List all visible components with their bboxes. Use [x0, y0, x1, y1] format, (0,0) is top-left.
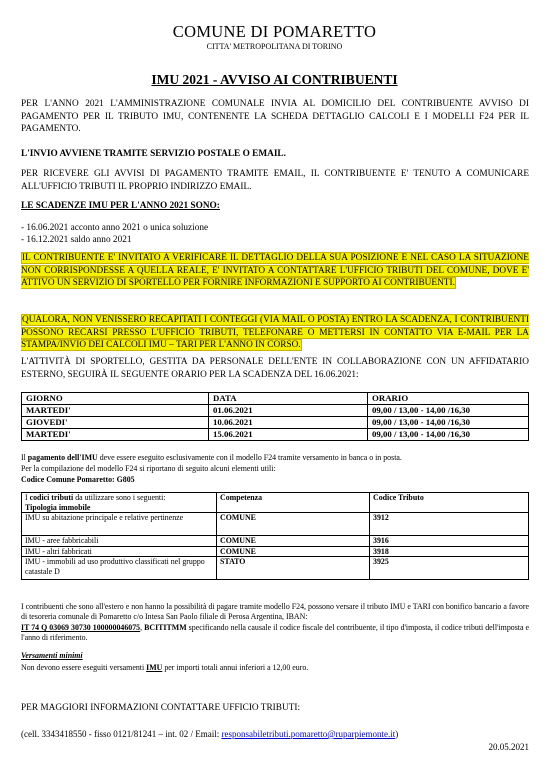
minimi-bold: IMU — [146, 663, 163, 672]
code-cell: 3912 — [370, 513, 529, 536]
hours-cell: 09,00 / 13,00 - 14,00 /16,30 — [368, 417, 529, 429]
date-cell: 10.06.2021 — [209, 417, 368, 429]
type-cell: IMU - immobili ad uso produttivo classificati nel gruppo catastale D — [22, 557, 217, 580]
type-cell: IMU - aree fabbricabili — [22, 536, 217, 547]
f24-note: Per la compilazione del modello F24 si riportano di seguito alcuni elementi utili: — [21, 464, 276, 473]
type-cell: IMU su abitazione principale e relative pertinenze — [22, 513, 217, 536]
intro-text: I — [25, 493, 30, 502]
table-row — [22, 536, 529, 547]
day-cell: MARTEDI' — [22, 405, 209, 417]
table-row — [22, 557, 529, 580]
day-cell: MARTEDI' — [22, 429, 209, 441]
deadlines-heading: LE SCADENZE IMU PER L'ANNO 2021 SONO: — [21, 201, 220, 211]
column-header: Codice Tributo — [370, 493, 529, 513]
deadline-item: - 16.06.2021 acconto anno 2021 o unica soluzione — [21, 223, 209, 233]
column-header: GIORNO — [22, 393, 209, 405]
bic-code: BCITITMM — [144, 622, 187, 632]
column-header: DATA — [209, 393, 368, 405]
city-subtitle: CITTA' METROPOLITANA DI TORINO — [206, 42, 343, 51]
sportello-paragraph: L'ATTIVITÀ DI SPORTELLO, GESTITA DA PERSONALE DELL'ENTE IN COLLABORAZIONE CON UN AFFIDATARIO ESTERNO, SEGUIRÀ IL SEGUENTE ORARIO PER LA SCADENZA DEL 16.06.2021: — [21, 357, 529, 380]
foreign-payment-paragraph: I contribuenti che sono all'estero e non hanno la possibilità di pagare tramite modello F24, possono versare il tributo IMU e TARI con bonifico bancario a favore di tesoreria comunale di Pomaretto c/o Intesa San Paolo filiale di Perosa Argentina, IBAN: IT 74 Q 03069 30730 100000046075, BCITITMM specificando nella causale il codice fiscale del contribuente, il tipo d'imposta, il codice tributi dell'imposta e l'anno di riferimento. — [21, 602, 529, 643]
payment-text: deve essere eseguito esclusivamente con il modello F24 tramite versamento in banca o in posta. — [97, 453, 402, 462]
highlight-box-verify — [21, 252, 529, 290]
intro-paragraph: PER L'ANNO 2021 L'AMMINISTRAZIONE COMUNALE INVIA AL DOMICILIO DEL CONTRIBUENTE AVVISO DI PAGAMENTO PER IL TRIBUTO IMU, CONTENENTE LA SCHEDA DETTAGLIO CALCOLI E I MODELLI F24 PER IL PAGAMENTO. — [21, 99, 529, 135]
delivery-paragraph: L'INVIO AVVIENE TRAMITE SERVIZIO POSTALE O EMAIL. — [21, 149, 286, 159]
table-row — [22, 417, 529, 429]
date-cell: 01.06.2021 — [209, 405, 368, 417]
intro-bold: codici tributi — [29, 493, 74, 502]
highlighted-text: QUALORA, NON VENISSERO RECAPITATI I CONTEGGI (VIA MAIL O POSTA) ENTRO LA SCADENZA, I CONTRIBUENTI POSSONO RECARSI PRESSO L'UFFICIO TRIBUTI, TELEFONARE O METTERSI IN CONTATTO VIA E-MAIL PER LA STAMPA/INVIO DEI CALCOLI IMU – TARI PER L'ANNO IN CORSO. — [21, 315, 529, 351]
hours-cell: 09,00 / 13,00 - 14,00 /16,30 — [368, 405, 529, 417]
contacts-close: ) — [395, 729, 399, 739]
competence-cell: COMUNE — [217, 546, 370, 557]
payment-bold: pagamento dell'IMU — [27, 453, 98, 462]
payment-paragraph — [21, 453, 529, 463]
table-row — [22, 405, 529, 417]
contacts-heading: PER MAGGIORI INFORMAZIONI CONTATTARE UFFICIO TRIBUTI: — [21, 703, 301, 713]
column-header: ORARIO — [368, 393, 529, 405]
foreign-text: I contribuenti che sono all'estero e non hanno la possibilità di pagare tramite modello F24, possono versare il tributo IMU e TARI con bonifico bancario a favore di tesoreria comunale di Pomaretto c/o Intesa San Paolo filiale di Perosa Argentina, IBAN: — [21, 602, 529, 622]
table-row — [22, 429, 529, 441]
codice-comune: Codice Comune Pomaretto: G805 — [21, 475, 135, 484]
column-header: Competenza — [217, 493, 370, 513]
highlight-box-contact — [21, 314, 529, 352]
foreign-text: specificando nella causale il codice fiscale del contribuente, il tipo d'imposta, il codice tributi dell'imposta e l'anno di riferimento. — [21, 622, 529, 643]
day-cell: GIOVEDI' — [22, 417, 209, 429]
contacts-line — [21, 728, 529, 741]
contacts-phones: (cell. 3343418550 - fisso 0121/81241 – int. 02 / Email: — [21, 729, 222, 739]
code-cell: 3925 — [370, 557, 529, 580]
iban-code: IT 74 Q 03069 30730 100000046075 — [21, 622, 141, 632]
municipality-title: COMUNE DI POMARETTO — [172, 22, 377, 41]
email-paragraph: PER RICEVERE GLI AVVISI DI PAGAMENTO TRAMITE EMAIL, IL CONTRIBUENTE E' TENUTO A COMUNICARE ALL'UFFICIO TRIBUTI IL PROPRIO INDIRIZZO EMAIL. — [21, 169, 529, 192]
highlighted-text: IL CONTRIBUENTE E' INVITATO A VERIFICARE IL DETTAGLIO DELLA SUA POSIZIONE E NEL CASO LA SITUAZIONE NON CORRISPONDESSE A QUELLA REALE, E' INVITATO A CONTATTARE L'UFFICIO TRIBUTI DEL COMUNE, DOVE E' ATTIVO UN SERVIZIO DI SPORTELLO PER FORNIRE INFORMAZIONI E SUPPORTO AI CONTRIBUENTI. — [21, 253, 529, 289]
notice-title: IMU 2021 - AVVISO AI CONTRIBUENTI — [151, 72, 398, 87]
minimi-text: Non devono essere eseguiti versamenti — [21, 663, 147, 672]
table-row — [22, 546, 529, 557]
date-cell: 15.06.2021 — [209, 429, 368, 441]
table-header-row — [22, 393, 529, 405]
schedule-table — [21, 392, 529, 441]
type-cell: IMU - altri fabbricati — [22, 546, 217, 557]
document-date: 20.05.2021 — [488, 742, 529, 752]
code-cell: 3918 — [370, 546, 529, 557]
minimi-text: per importi totali annui inferiori a 12,00 euro. — [162, 663, 309, 672]
intro-text: da utilizzare sono i seguenti: — [73, 493, 166, 502]
table-header-row — [22, 493, 529, 513]
competence-cell: COMUNE — [217, 536, 370, 547]
deadline-item: - 16.12.2021 saldo anno 2021 — [21, 235, 132, 245]
hours-cell: 09,00 / 13,00 - 14,00 /16,30 — [368, 429, 529, 441]
competence-cell: COMUNE — [217, 513, 370, 536]
column-header: Tipologia immobile — [25, 502, 91, 512]
payment-text: Il — [21, 453, 28, 462]
table-row — [22, 513, 529, 536]
tribute-codes-table — [21, 492, 529, 580]
code-cell: 3916 — [370, 536, 529, 547]
minimi-heading: Versamenti minimi — [21, 651, 83, 660]
email-link[interactable]: responsabiletributi.pomaretto@ruparpiemonte.it — [221, 729, 396, 739]
type-header — [22, 493, 217, 513]
competence-cell: STATO — [217, 557, 370, 580]
minimi-paragraph — [21, 663, 529, 673]
